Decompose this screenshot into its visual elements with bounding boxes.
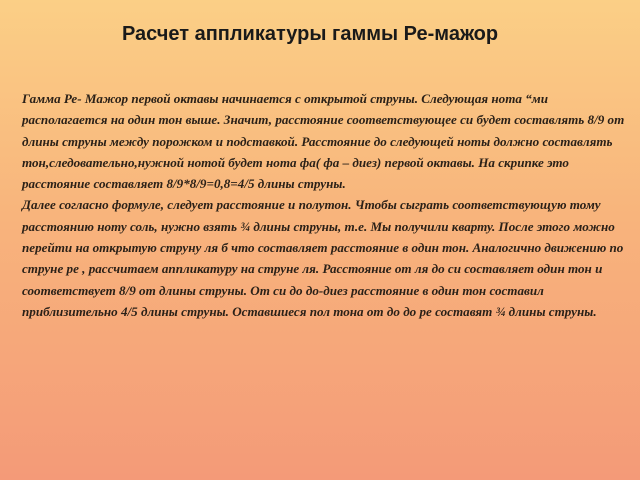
paragraph-2: Далее согласно формуле, следует расстояние и полутон. Чтобы сыграть соответствующую тому расстоянию ноту соль, нужно взять ¾ длины струны, т.е. Мы получили кварту. После этого можно перейти на открытую струну ля б что составляет расстояние в один тон. Аналогично движению по струне ре , рассчитаем аппликатуру на струне ля. Расстояние от ля до си составляет один тон и соответствует 8/9 от длины струны. От си до до-диез расстояние в один тон составил приблизительно 4/5 длины струны. Оставшиеся пол тона от до до ре составят ¾ длины струны. xyxy=(22,197,624,319)
slide-body xyxy=(22,88,625,322)
slide-title: Расчет аппликатуры гаммы Ре-мажор xyxy=(121,23,499,45)
paragraph-1: Гамма Ре- Мажор первой октавы начинается с открытой струны. Следующая нота “ми располагается на один тон выше. Значит, расстояние соответствующее си будет составлять 8/9 от длины струны между порожком и подставкой. Расстояние до следующей ноты должно составлять тон,следовательно,нужной нотой будет нота фа( фа – диез) первой октавы. На скрипке это расстояние составляет 8/9*8/9=0,8=4/5 длины струны. xyxy=(22,91,625,192)
